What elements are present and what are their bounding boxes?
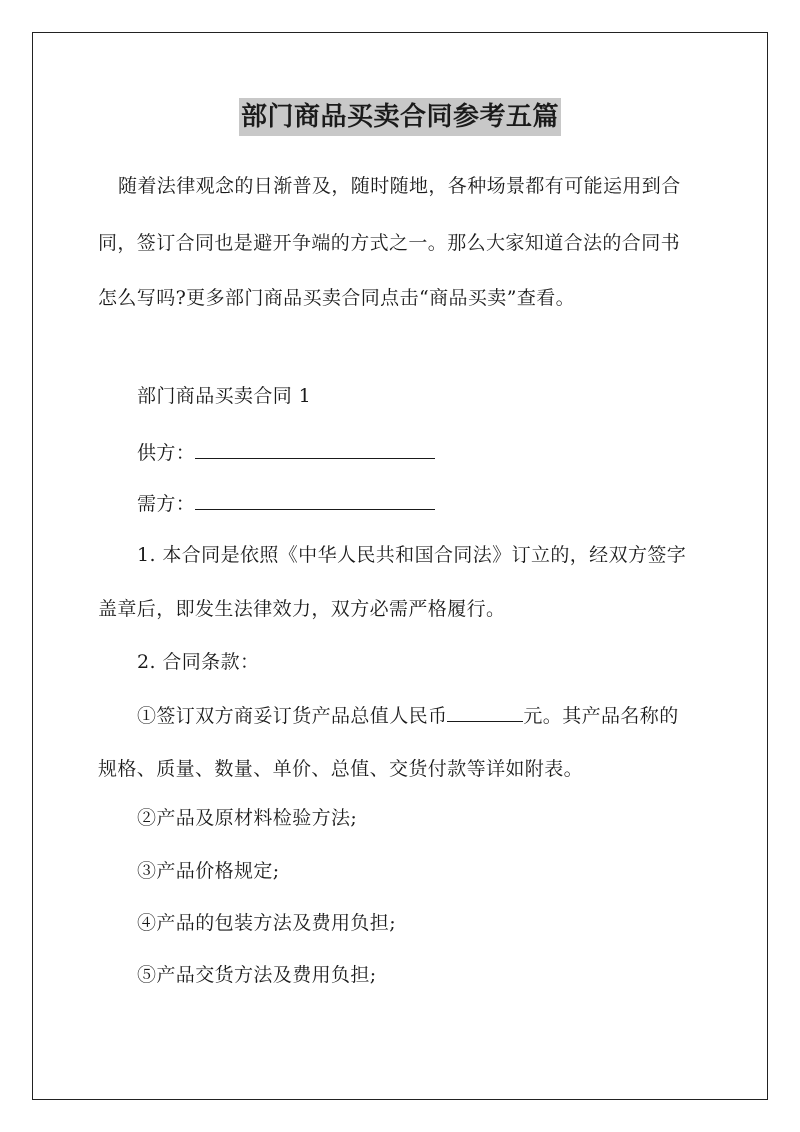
document-title: 部门商品买卖合同参考五篇 [239, 98, 561, 136]
supplier-label: 供方： [137, 442, 196, 464]
supplier-line [137, 440, 435, 465]
clause1-line-2: 盖章后，即发生法律效力，双方必需严格履行。 [98, 598, 506, 620]
item3: ③产品价格规定; [137, 860, 280, 882]
intro-line-1: 随着法律观念的日渐普及，随时随地，各种场景都有可能运用到合 [118, 175, 681, 197]
buyer-blank [195, 491, 435, 510]
clause2-heading: 2. 合同条款： [137, 651, 260, 673]
buyer-line [137, 491, 435, 516]
amount-blank [447, 703, 523, 722]
clause1-line-1: 1. 本合同是依照《中华人民共和国合同法》订立的，经双方签字 [137, 544, 687, 566]
intro-line-2: 同，签订合同也是避开争端的方式之一。那么大家知道合法的合同书 [98, 232, 681, 254]
item1-before: ①签订双方商妥订货产品总值人民币 [137, 705, 448, 727]
item1-after: 元。其产品名称的 [523, 705, 679, 727]
item5: ⑤产品交货方法及费用负担; [137, 964, 377, 986]
item1-line-2: 规格、质量、数量、单价、总值、交货付款等详如附表。 [98, 758, 584, 780]
supplier-blank [195, 440, 435, 459]
buyer-label: 需方： [137, 493, 196, 515]
intro-line-3: 怎么写吗?更多部门商品买卖合同点击“商品买卖”查看。 [98, 287, 576, 309]
contract-heading: 部门商品买卖合同 1 [137, 385, 312, 407]
title-container [0, 98, 800, 136]
item2: ②产品及原材料检验方法; [137, 807, 358, 829]
item1-line-1 [137, 703, 679, 728]
item4: ④产品的包装方法及费用负担; [137, 912, 397, 934]
